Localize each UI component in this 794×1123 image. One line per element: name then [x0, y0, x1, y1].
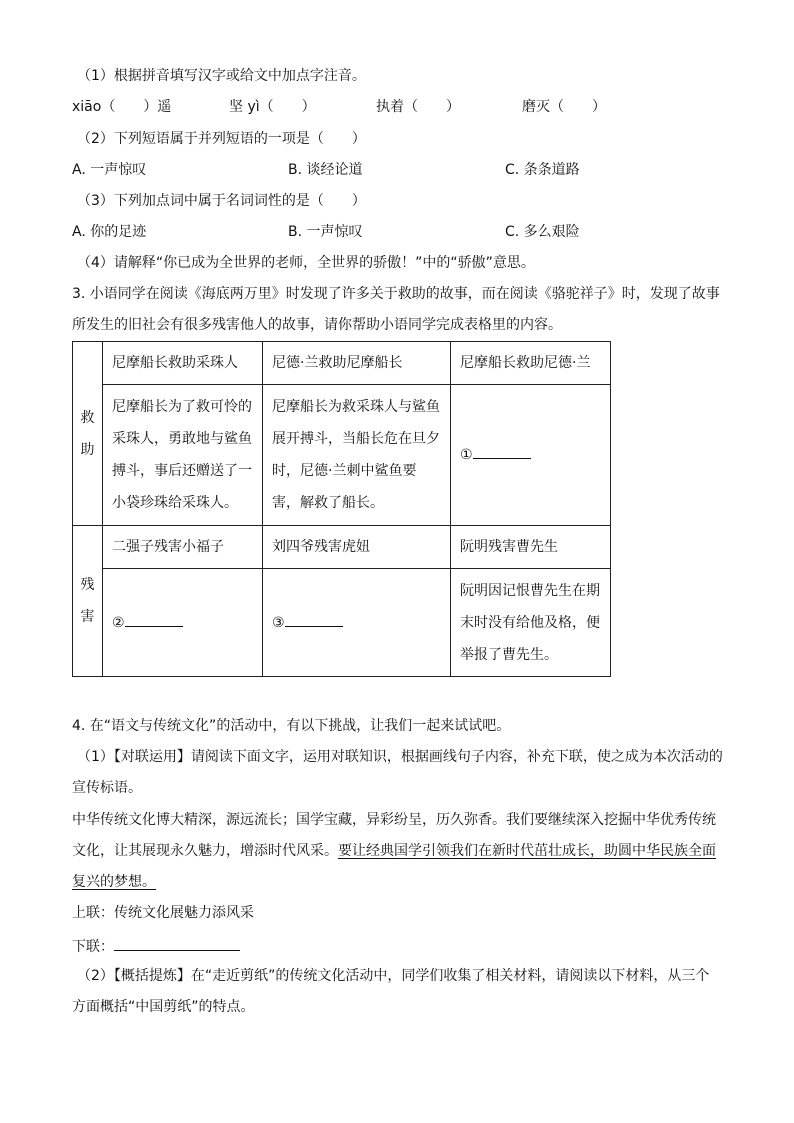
answer-line-1[interactable] — [473, 442, 531, 459]
q2-sub2-option-a: A. 一声惊叹 — [72, 162, 147, 178]
harm-header-2: 刘四爷残害虎妞 — [263, 526, 451, 569]
pinyin-item-2: 坚 yì（ ） — [229, 99, 316, 115]
passage-plain-text: 文化，让其展现永久魅力，增添时代风采。 — [72, 843, 338, 859]
row-label-harm — [73, 526, 103, 677]
row-label-help — [73, 342, 103, 526]
q2-sub3-option-c: C. 多么艰险 — [505, 224, 580, 240]
harm-content-row — [73, 569, 611, 677]
blank-marker-2: ② — [112, 614, 125, 631]
q3-prompt-line-2: 所发生的旧社会有很多残害他人的故事，请你帮助小语同学完成表格里的内容。 — [72, 317, 562, 333]
help-header-2: 尼德·兰救助尼摩船长 — [263, 342, 451, 385]
help-header-3: 尼摩船长救助尼德·兰 — [451, 342, 611, 385]
harm-header-row — [73, 526, 611, 569]
couplet-upper: 上联：传统文化展魅力添风采 — [72, 905, 254, 921]
help-header-1: 尼摩船长救助采珠人 — [103, 342, 263, 385]
q2-sub3-question: （3）下列加点词中属于名词词性的是（ ） — [77, 193, 366, 209]
help-header-row — [73, 342, 611, 385]
q2-sub2-question: （2）下列短语属于并列短语的一项是（ ） — [77, 131, 366, 147]
pinyin-item-4: 磨灭（ ） — [522, 99, 606, 115]
blank-marker-1: ① — [460, 447, 473, 463]
q2-sub3-option-b: B. 一声惊叹 — [288, 224, 363, 240]
harm-cell-1-answer-blank[interactable] — [103, 569, 263, 677]
couplet-lower-label: 下联： — [72, 939, 114, 955]
row-label-help-char-2: 助 — [80, 441, 95, 458]
harm-header-3: 阮明残害曹先生 — [451, 526, 611, 569]
q4-sub2-line-2: 方面概括“中国剪纸”的特点。 — [72, 999, 255, 1015]
q2-sub2-option-b: B. 谈经论道 — [288, 162, 363, 178]
answer-line-2[interactable] — [125, 610, 183, 627]
row-label-help-char-1: 救 — [80, 409, 95, 426]
row-label-harm-char-1: 残 — [80, 577, 95, 593]
q4-intro: 4. 在“语文与传统文化”的活动中，有以下挑战，让我们一起来试试吧。 — [72, 718, 511, 734]
harm-cell-2-answer-blank[interactable] — [263, 569, 451, 677]
help-cell-1: 尼摩船长为了救可怜的采珠人，勇敢地与鲨鱼搏斗，事后还赠送了一小袋珍珠给采珠人。 — [103, 385, 263, 526]
q4-passage-line-1: 中华传统文化博大精深，源远流长；国学宝藏，异彩纷呈，历久弥香。我们要继续深入挖掘中华优秀传统 — [72, 812, 716, 828]
help-cell-3-answer-blank[interactable] — [451, 385, 611, 526]
q2-sub3-option-a: A. 你的足迹 — [72, 224, 147, 240]
q2-sub2-option-c: C. 条条道路 — [505, 162, 580, 178]
help-cell-2: 尼摩船长为救采珠人与鲨鱼展开搏斗，当船长危在旦夕时，尼德·兰刺中鲨鱼要害，解救了船长。 — [263, 385, 451, 526]
harm-header-1: 二强子残害小福子 — [103, 526, 263, 569]
q3-table — [72, 341, 611, 677]
harm-cell-3: 阮明因记恨曹先生在期末时没有给他及格，便举报了曹先生。 — [451, 569, 611, 677]
help-content-row — [73, 385, 611, 526]
passage-underlined-sentence-part-1: 要让经典国学引领我们在新时代茁壮成长，助圆中华民族全面 — [338, 843, 716, 859]
row-label-harm-char-2: 害 — [80, 609, 95, 625]
passage-underlined-sentence-part-2: 复兴的梦想。 — [72, 874, 156, 890]
q4-sub1-line-2: 宣传标语。 — [72, 780, 142, 796]
couplet-lower — [72, 934, 240, 957]
couplet-lower-answer-line[interactable] — [114, 934, 240, 951]
q3-prompt-line-1: 3. 小语同学在阅读《海底两万里》时发现了许多关于救助的故事，而在阅读《骆驼祥子》时，发现了故事 — [72, 286, 720, 302]
q4-sub1-line-1: （1）【对联运用】请阅读下面文字，运用对联知识，根据画线句子内容，补充下联，使之成为本次活动的 — [77, 749, 723, 765]
q2-sub4-question: （4）请解释“你已成为全世界的老师，全世界的骄傲！”中的“骄傲”意思。 — [77, 255, 535, 271]
pinyin-item-3: 执着（ ） — [376, 99, 460, 115]
q2-sub1-instruction: （1）根据拼音填写汉字或给文中加点字注音。 — [77, 68, 366, 84]
answer-line-3[interactable] — [285, 610, 343, 627]
q4-passage-line-2 — [72, 841, 716, 861]
blank-marker-3: ③ — [272, 614, 285, 631]
q4-passage-line-3 — [72, 872, 156, 892]
q4-sub2-line-1: （2）【概括提炼】在“走近剪纸”的传统文化活动中，同学们收集了相关材料，请阅读以下材料，从三个 — [77, 968, 710, 984]
pinyin-item-1: xiāo（ ）遥 — [72, 99, 172, 115]
